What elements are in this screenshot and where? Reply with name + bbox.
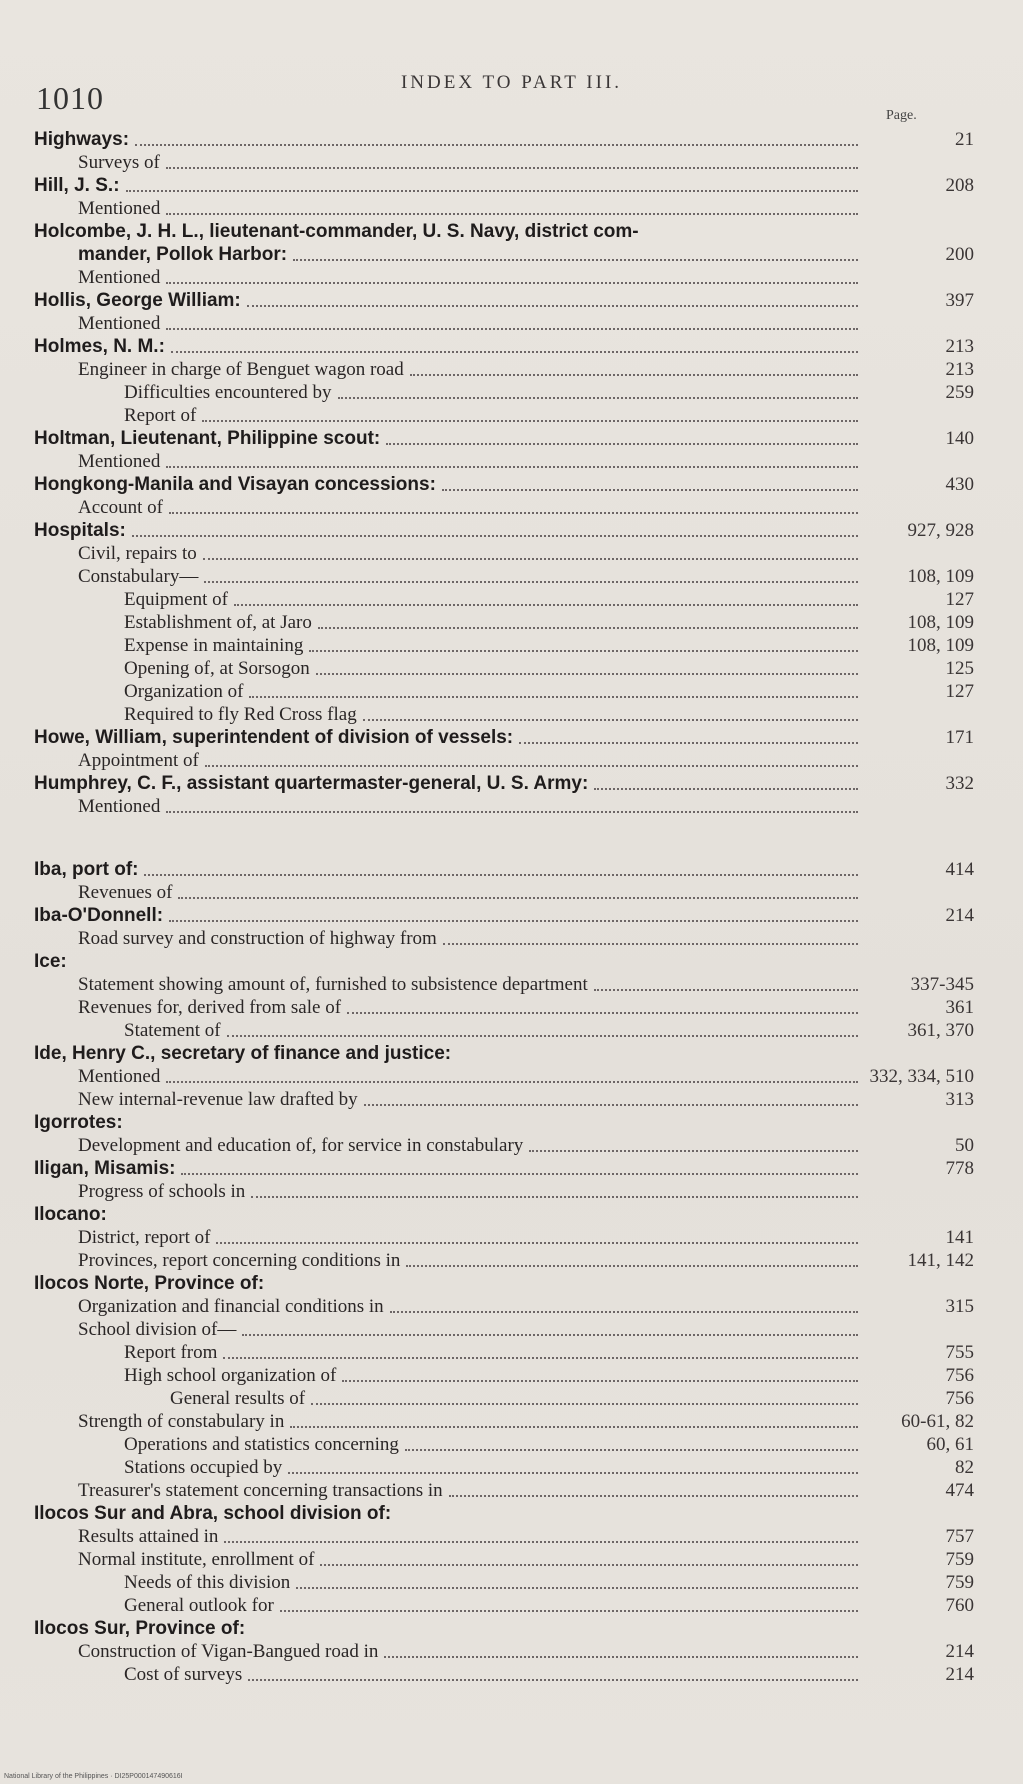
index-subsubentry: [34, 1663, 974, 1686]
index-subentry: [34, 996, 974, 1019]
index-subentry: [34, 1479, 974, 1502]
entry-text: Results attained in: [78, 1526, 219, 1547]
page-reference: 213: [945, 359, 974, 380]
entry-text: Construction of Vigan-Bangued road in: [78, 1641, 379, 1662]
index-subentry: [34, 151, 974, 174]
index-subentry: [34, 358, 974, 381]
entry-text: Iba-O'Donnell:: [34, 905, 164, 926]
entry-text: General outlook for: [124, 1595, 274, 1616]
entry-text: Igorrotes:: [34, 1112, 123, 1133]
entry-text: Mentioned: [78, 1066, 161, 1087]
entry-text: Holtman, Lieutenant, Philippine scout:: [34, 428, 381, 449]
index-subentry: [34, 1525, 974, 1548]
page-reference: 927, 928: [907, 520, 974, 541]
dot-leader: [363, 718, 858, 721]
dot-leader: [135, 143, 858, 146]
entry-text: Surveys of: [78, 152, 160, 173]
index-heading: [34, 772, 974, 795]
index-heading: [34, 335, 974, 358]
page-reference: 214: [945, 905, 974, 926]
page-reference: 125: [945, 658, 974, 679]
dot-leader: [178, 896, 858, 899]
dot-leader: [443, 942, 858, 945]
dot-leader: [280, 1609, 858, 1612]
page-reference: 127: [945, 681, 974, 702]
page-reference: 108, 109: [907, 566, 974, 587]
dot-leader: [234, 603, 858, 606]
entry-text: District, report of: [78, 1227, 211, 1248]
entry-text: Development and education of, for service in constabulary: [78, 1135, 524, 1156]
index-subentry: [34, 749, 974, 772]
entry-text: Establishment of, at Jaro: [124, 612, 312, 633]
index-subsubentry: [34, 634, 974, 657]
index-subsubentry: [34, 1433, 974, 1456]
page-column-label: Page.: [886, 108, 917, 123]
dot-leader: [320, 1563, 858, 1566]
page-reference: 474: [945, 1480, 974, 1501]
entry-text: Holmes, N. M.:: [34, 336, 165, 357]
index-heading: [34, 473, 974, 496]
page-reference: 200: [945, 244, 974, 265]
entry-text: Highways:: [34, 129, 130, 150]
index-subsubentry: [34, 404, 974, 427]
dot-leader: [529, 1149, 858, 1152]
page-reference: 213: [945, 336, 974, 357]
page-reference: 171: [945, 727, 974, 748]
index-heading: [34, 904, 974, 927]
dot-leader: [293, 258, 858, 261]
entry-text: School division of—: [78, 1319, 237, 1340]
entry-text: Howe, William, superintendent of division of vessels:: [34, 727, 514, 748]
page-reference: 208: [945, 175, 974, 196]
section-gap: [34, 818, 974, 858]
page-reference: 214: [945, 1664, 974, 1685]
index-heading: [34, 950, 974, 973]
dot-leader: [242, 1333, 858, 1336]
entry-text: Ide, Henry C., secretary of finance and justice:: [34, 1043, 452, 1064]
dot-leader: [342, 1379, 858, 1382]
entry-text: Progress of schools in: [78, 1181, 246, 1202]
index-subentry: [34, 973, 974, 996]
entry-text: Humphrey, C. F., assistant quartermaster-general, U. S. Army:: [34, 773, 589, 794]
page-reference: 259: [945, 382, 974, 403]
dot-leader: [169, 919, 858, 922]
index-subentry: [34, 496, 974, 519]
entry-text: Constabulary—: [78, 566, 199, 587]
entry-text: Engineer in charge of Benguet wagon road: [78, 359, 404, 380]
dot-leader: [386, 442, 858, 445]
dot-leader: [594, 988, 858, 991]
index-subentry: [34, 1640, 974, 1663]
index-subsubentry: [34, 680, 974, 703]
dot-leader: [248, 1678, 858, 1681]
index-heading: [34, 1157, 974, 1180]
entry-text: Organization of: [124, 681, 244, 702]
index-heading: [34, 1203, 974, 1226]
page-reference: 332: [945, 773, 974, 794]
page-reference: 315: [945, 1296, 974, 1317]
dot-leader: [519, 741, 858, 744]
index-subsubentry: [34, 1364, 974, 1387]
entry-text: Operations and statistics concerning: [124, 1434, 399, 1455]
dot-leader: [247, 304, 858, 307]
entry-text: Report from: [124, 1342, 218, 1363]
index-subentry: [34, 1548, 974, 1571]
entry-text: Hongkong-Manila and Visayan concessions:: [34, 474, 436, 495]
dot-leader: [594, 787, 858, 790]
entry-text: Provinces, report concerning conditions in: [78, 1250, 401, 1271]
dot-leader: [288, 1471, 858, 1474]
entry-text: Mentioned: [78, 451, 161, 472]
page-reference: 414: [945, 859, 974, 880]
entry-text: General results of: [170, 1388, 306, 1409]
index-entries: [34, 128, 974, 1686]
index-heading: [34, 128, 974, 151]
index-heading-continuation: [34, 243, 974, 266]
dot-leader: [296, 1586, 858, 1589]
entry-text: Needs of this division: [124, 1572, 291, 1593]
page-reference: 337-345: [910, 974, 974, 995]
entry-text: Difficulties encountered by: [124, 382, 332, 403]
dot-leader: [144, 873, 858, 876]
dot-leader: [126, 189, 858, 192]
page-reference: 141, 142: [907, 1250, 974, 1271]
dot-leader: [166, 810, 858, 813]
index-heading: [34, 519, 974, 542]
dot-leader: [202, 419, 858, 422]
dot-leader: [384, 1655, 858, 1658]
dot-leader: [405, 1448, 858, 1451]
entry-text: Mentioned: [78, 796, 161, 817]
dot-leader: [251, 1195, 858, 1198]
dot-leader: [216, 1241, 858, 1244]
page-reference: 60, 61: [926, 1434, 974, 1455]
page-reference: 21: [955, 129, 974, 150]
index-subentry: [34, 542, 974, 565]
index-subsubentry: [34, 657, 974, 680]
index-subsubentry: [34, 611, 974, 634]
dot-leader: [203, 557, 858, 560]
page-reference: 760: [945, 1595, 974, 1616]
page-reference: 757: [945, 1526, 974, 1547]
page-reference: 361, 370: [907, 1020, 974, 1041]
dot-leader: [166, 1080, 858, 1083]
dot-leader: [224, 1540, 858, 1543]
dot-leader: [338, 396, 858, 399]
entry-text: Hill, J. S.:: [34, 175, 120, 196]
index-heading: [34, 427, 974, 450]
dot-leader: [410, 373, 858, 376]
index-subentry: [34, 312, 974, 335]
entry-text: Normal institute, enrollment of: [78, 1549, 315, 1570]
entry-text: Hollis, George William:: [34, 290, 241, 311]
page-reference: 60-61, 82: [901, 1411, 974, 1432]
entry-text: Ice:: [34, 951, 67, 972]
page-reference: 127: [945, 589, 974, 610]
dot-leader: [181, 1172, 858, 1175]
page-reference: 397: [945, 290, 974, 311]
dot-leader: [318, 626, 858, 629]
page-reference: 50: [955, 1135, 974, 1156]
dot-leader: [442, 488, 858, 491]
dot-leader: [223, 1356, 858, 1359]
entry-text: Mentioned: [78, 198, 161, 219]
index-heading-line: Holcombe, J. H. L., lieutenant-commander, U. S. Navy, district com-: [34, 221, 639, 242]
entry-text: Iligan, Misamis:: [34, 1158, 176, 1179]
dot-leader: [171, 350, 858, 353]
index-heading: [34, 1617, 974, 1640]
dot-leader: [406, 1264, 858, 1267]
entry-text: Account of: [78, 497, 163, 518]
dot-leader: [166, 281, 858, 284]
entry-text: Treasurer's statement concerning transactions in: [78, 1480, 443, 1501]
dot-leader: [311, 1402, 858, 1405]
page-reference: 430: [945, 474, 974, 495]
entry-text: Revenues of: [78, 882, 173, 903]
page-reference: 140: [945, 428, 974, 449]
index-subentry: [34, 1410, 974, 1433]
page-reference: 214: [945, 1641, 974, 1662]
dot-leader: [249, 695, 858, 698]
index-subsubentry: [34, 1019, 974, 1042]
index-subsubentry: [34, 703, 974, 726]
entry-text: Appointment of: [78, 750, 199, 771]
index-subsubentry: [34, 588, 974, 611]
dot-leader: [166, 212, 858, 215]
page-reference: 361: [945, 997, 974, 1018]
entry-text: Cost of surveys: [124, 1664, 243, 1685]
dot-leader: [166, 166, 858, 169]
entry-text: Stations occupied by: [124, 1457, 283, 1478]
index-subentry: [34, 1249, 974, 1272]
index-heading: [34, 1272, 974, 1295]
index-subentry: [34, 927, 974, 950]
running-head: INDEX TO PART III.: [400, 72, 623, 93]
page-reference: 108, 109: [907, 635, 974, 656]
entry-text: Required to fly Red Cross flag: [124, 704, 357, 725]
entry-text: Civil, repairs to: [78, 543, 197, 564]
page-reference: 108, 109: [907, 612, 974, 633]
dot-leader: [449, 1494, 858, 1497]
dot-leader: [309, 649, 858, 652]
index-subentry: [34, 795, 974, 818]
entry-text: Ilocos Norte, Province of:: [34, 1273, 265, 1294]
entry-text: Statement of: [124, 1020, 221, 1041]
index-subsubentry: [34, 1341, 974, 1364]
page-number: 1010: [36, 80, 104, 116]
dot-leader: [205, 764, 858, 767]
dot-leader: [390, 1310, 858, 1313]
index-subentry: [34, 266, 974, 289]
entry-text: Iba, port of:: [34, 859, 139, 880]
index-heading: [34, 1502, 974, 1525]
page-reference: 756: [945, 1388, 974, 1409]
entry-text: Report of: [124, 405, 197, 426]
page-reference: 778: [945, 1158, 974, 1179]
index-subsubentry: [34, 1456, 974, 1479]
dot-leader: [166, 327, 858, 330]
dot-leader: [347, 1011, 858, 1014]
entry-text: Road survey and construction of highway from: [78, 928, 437, 949]
entry-text: Ilocano:: [34, 1204, 107, 1225]
entry-text: Revenues for, derived from sale of: [78, 997, 342, 1018]
index-heading: [34, 289, 974, 312]
page-reference: 759: [945, 1572, 974, 1593]
page-reference: 313: [945, 1089, 974, 1110]
entry-text: New internal-revenue law drafted by: [78, 1089, 358, 1110]
dot-leader: [227, 1034, 858, 1037]
entry-text: Organization and financial conditions in: [78, 1296, 384, 1317]
entry-text: Mentioned: [78, 267, 161, 288]
index-subsubsubentry: [34, 1387, 974, 1410]
dot-leader: [290, 1425, 858, 1428]
entry-text: Ilocos Sur and Abra, school division of:: [34, 1503, 392, 1524]
dot-leader: [166, 465, 858, 468]
dot-leader: [204, 580, 858, 583]
index-subsubentry: [34, 1571, 974, 1594]
index-heading: [34, 858, 974, 881]
dot-leader: [316, 672, 858, 675]
entry-text: mander, Pollok Harbor:: [78, 244, 288, 265]
index-subentry: [34, 565, 974, 588]
index-subsubentry: [34, 381, 974, 404]
index-subentry: [34, 197, 974, 220]
index-subentry: [34, 1065, 974, 1088]
page-reference: 82: [955, 1457, 974, 1478]
index-subentry: [34, 1318, 974, 1341]
entry-text: Equipment of: [124, 589, 228, 610]
entry-text: Ilocos Sur, Province of:: [34, 1618, 246, 1639]
index-heading: [34, 174, 974, 197]
entry-text: Strength of constabulary in: [78, 1411, 285, 1432]
index-subentry: [34, 1134, 974, 1157]
index-heading: [34, 1042, 974, 1065]
index-subentry: [34, 1226, 974, 1249]
page-reference: 755: [945, 1342, 974, 1363]
page-reference: 756: [945, 1365, 974, 1386]
dot-leader: [169, 511, 858, 514]
page-reference: 332, 334, 510: [869, 1066, 974, 1087]
index-subentry: [34, 450, 974, 473]
footer-credit: National Library of the Philippines · DI25P000147490616I: [4, 1773, 183, 1780]
entry-text: High school organization of: [124, 1365, 337, 1386]
dot-leader: [364, 1103, 858, 1106]
index-subsubentry: [34, 1594, 974, 1617]
page-reference: 141: [945, 1227, 974, 1248]
index-heading: [34, 726, 974, 749]
entry-text: Hospitals:: [34, 520, 126, 541]
entry-text: Mentioned: [78, 313, 161, 334]
index-heading: [34, 1111, 974, 1134]
dot-leader: [132, 534, 858, 537]
page-reference: 759: [945, 1549, 974, 1570]
index-subentry: [34, 881, 974, 904]
entry-text: Opening of, at Sorsogon: [124, 658, 310, 679]
entry-text: Expense in maintaining: [124, 635, 304, 656]
index-subentry: [34, 1180, 974, 1203]
index-subentry: [34, 1295, 974, 1318]
index-subentry: [34, 1088, 974, 1111]
entry-text: Statement showing amount of, furnished to subsistence department: [78, 974, 588, 995]
